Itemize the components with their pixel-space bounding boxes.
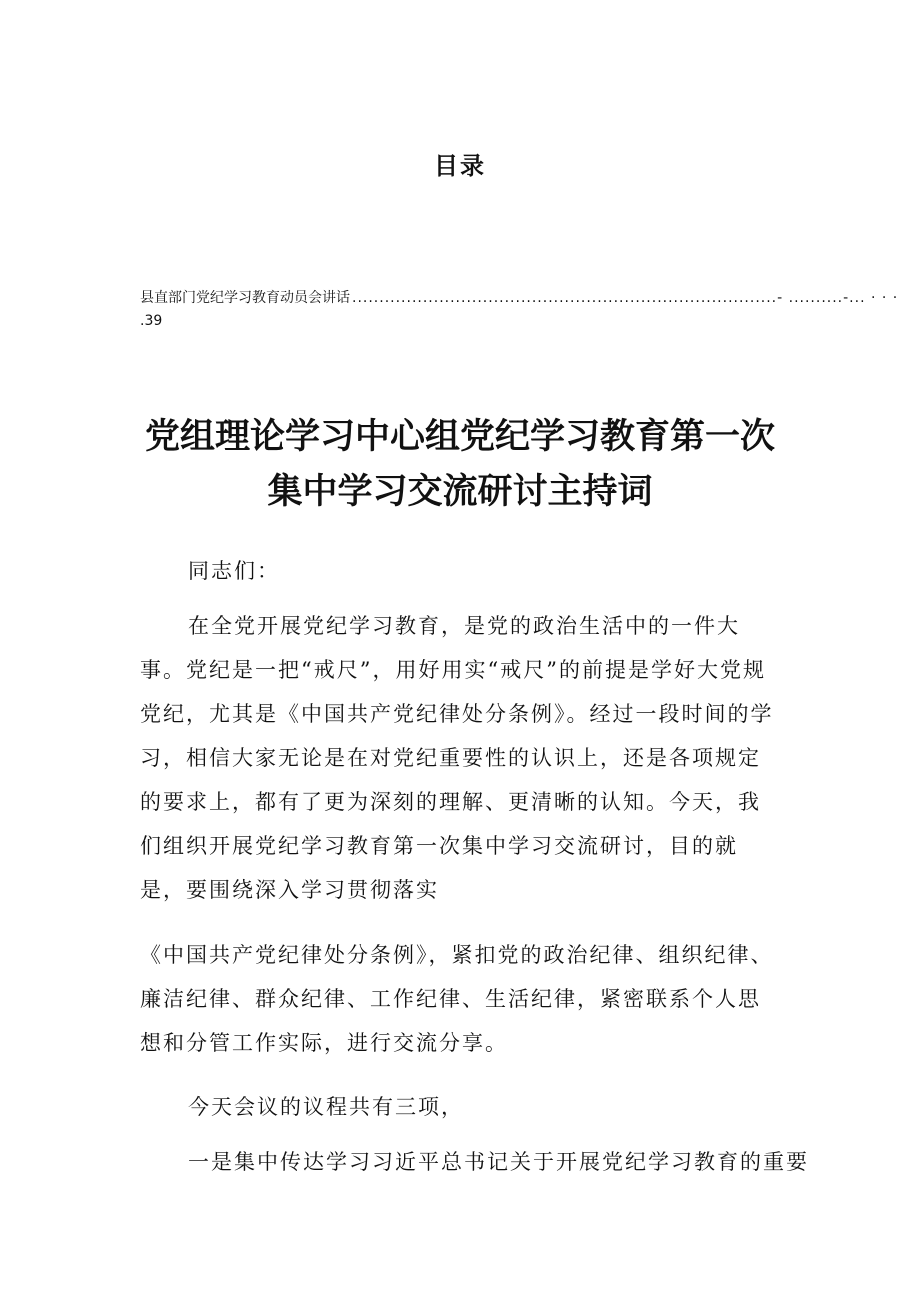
document-title-line-1: 党组理论学习中心组党纪学习教育第一次 xyxy=(144,417,775,457)
greeting: 同志们： xyxy=(188,559,280,583)
toc-entry[interactable] xyxy=(140,287,899,307)
toc-entry-leader: ..............................................................................- ..........-... · · · xyxy=(352,290,899,306)
body-paragraph-2: 《中国共产党纪律处分条例》，紧扣党的政治纪律、组织纪律、廉洁纪律、群众纪律、工作纪律、生活纪律，紧密联系个人思想和分管工作实际，进行交流分享。 xyxy=(140,943,774,1055)
document-title-line-2: 集中学习交流研讨主持词 xyxy=(267,472,653,512)
body-paragraph-1: 在全党开展党纪学习教育，是党的政治生活中的一件大事。党纪是一把“戒尺”，用好用实“戒尺”的前提是学好大党规党纪，尤其是《中国共产党纪律处分条例》。经过一段时间的学习，相信大家无论是在对党纪重要性的认识上，还是各项规定的要求上，都有了更为深刻的理解、更清晰的认知。今天，我们组织开展党纪学习教育第一次集中学习交流研讨，目的就是，要围绕深入学习贯彻落实 xyxy=(140,614,774,902)
body-paragraph-4: 一是集中传达学习习近平总书记关于开展党纪学习教育的重要 xyxy=(188,1150,809,1174)
toc-entry-title: 县直部门党纪学习教育动员会讲话 xyxy=(140,290,350,306)
toc-heading: 目录 xyxy=(434,152,486,180)
toc-entry-page-number: .39 xyxy=(140,313,163,329)
body-paragraph-3: 今天会议的议程共有三项， xyxy=(188,1095,464,1119)
document-title xyxy=(60,410,860,520)
